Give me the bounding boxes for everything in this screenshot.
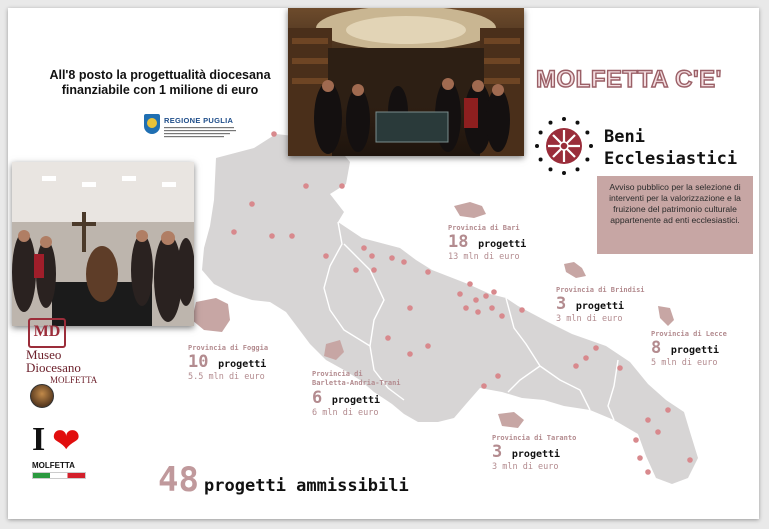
avviso-text: Avviso pubblico per la selezione di interventi per la valorizzazione e la fruizione del patrimonio culturale appartenente ad enti ecclesiastici.: [609, 182, 741, 225]
province-name: Provincia di Bari: [448, 224, 520, 232]
lecce-icon: [658, 306, 674, 326]
province-count: 6: [312, 388, 323, 408]
province-brindisi: [556, 286, 645, 324]
museum-logo-line1: Museo: [26, 347, 62, 362]
province-bat: [312, 370, 402, 418]
brand-title: MOLFETTA C'E': [536, 66, 722, 93]
province-taranto: [492, 434, 576, 472]
foggia-icon: [192, 298, 230, 332]
i-love-molfetta-logo: [30, 421, 100, 483]
province-foggia: [188, 344, 268, 382]
beni-line1: Beni: [604, 127, 645, 147]
bari-icon: [454, 202, 486, 218]
beni-ecclesiastici-title: [604, 126, 737, 170]
regione-subtext-lines: [164, 126, 244, 141]
province-word: progetti: [331, 395, 381, 406]
province-word: progetti: [670, 345, 720, 356]
medal-portrait-icon: [30, 384, 54, 408]
province-name: Provincia di Lecce: [651, 330, 727, 338]
total-number: 48: [158, 460, 199, 500]
i-love-text: MOLFETTA: [32, 461, 75, 470]
province-name: Provincia di Foggia: [188, 344, 269, 352]
province-amount: 3 mln di euro: [492, 462, 559, 472]
province-amount: 5 mln di euro: [651, 358, 718, 368]
regione-puglia-logo: [144, 112, 240, 152]
regione-emblem-icon: [144, 114, 160, 134]
province-name: Provincia di Taranto: [492, 434, 577, 442]
province-bari: [448, 224, 526, 262]
museum-monogram-icon: MD: [28, 318, 66, 348]
library-photo: [288, 8, 524, 156]
province-amount: 13 mln di euro: [448, 252, 520, 262]
province-word: progetti: [478, 239, 527, 250]
province-word: progetti: [218, 359, 267, 370]
province-name: Provincia di Brindisi: [556, 286, 645, 294]
infographic: [8, 8, 759, 519]
heart-icon: ❤: [52, 421, 81, 461]
province-word: progetti: [511, 449, 561, 460]
museo-diocesano-logo: [26, 318, 126, 410]
province-amount: 5.5 mln di euro: [188, 372, 265, 382]
beni-line2: Ecclesiastici: [604, 149, 738, 169]
museum-logo-line2: Diocesano: [26, 360, 81, 375]
province-amount: 6 mln di euro: [312, 408, 379, 418]
province-lecce: [651, 330, 727, 368]
headline: All'8 posto la progettualità diocesana finanziabile con 1 milione di euro: [49, 68, 271, 97]
province-count: 3: [492, 442, 503, 462]
museum-photo: [12, 162, 194, 326]
museum-logo-line3: MOLFETTA: [50, 375, 98, 385]
province-word: progetti: [575, 301, 625, 312]
regione-name: REGIONE PUGLIA: [164, 116, 234, 125]
province-amount: 3 mln di euro: [556, 314, 623, 324]
avviso-box: [597, 176, 753, 254]
province-name: Provincia di Barletta-Andria-Trani: [312, 370, 401, 387]
province-count: 3: [556, 294, 567, 314]
italian-flag-icon: [32, 472, 86, 479]
taranto-icon: [498, 412, 524, 428]
beni-ecclesiastici-rosette-icon: [534, 116, 594, 176]
province-count: 10: [188, 352, 209, 372]
province-count: 8: [651, 338, 662, 358]
total-label: progetti ammissibili: [204, 476, 409, 496]
brindisi-icon: [564, 262, 586, 278]
i-letter: I: [32, 421, 46, 458]
province-count: 18: [448, 232, 469, 252]
total-projects: [158, 460, 409, 500]
